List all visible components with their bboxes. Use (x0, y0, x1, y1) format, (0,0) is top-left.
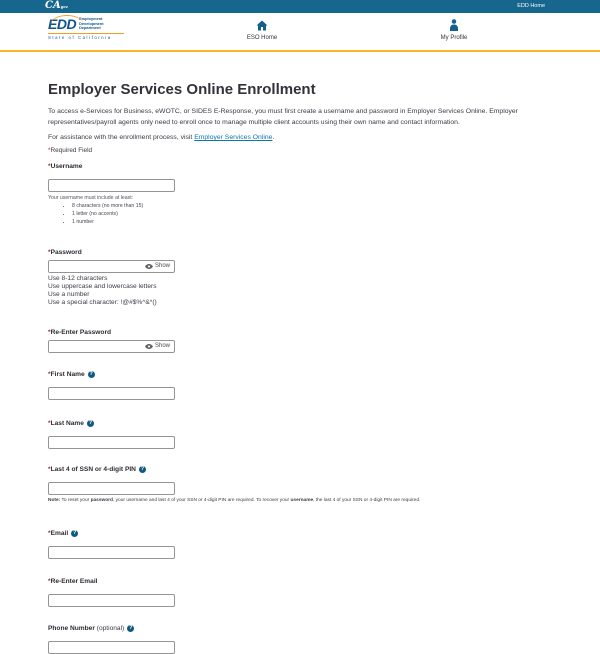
required-asterisk: * (48, 147, 51, 154)
username-field-group (48, 162, 552, 226)
ca-gov-logo[interactable]: CAgov (45, 0, 68, 11)
required-asterisk: * (48, 529, 51, 537)
top-utility-bar (0, 0, 600, 13)
password-show-button[interactable]: Show (143, 263, 174, 269)
home-icon (230, 19, 294, 31)
reenter-email-input[interactable] (48, 594, 175, 607)
help-icon[interactable]: ? (88, 419, 93, 426)
optional-tag: (optional) (96, 624, 125, 632)
required-asterisk: * (48, 248, 51, 256)
reenter-email-label: *Re-Enter Email (48, 577, 98, 585)
nav-eso-home-label: ESO Home (246, 35, 278, 41)
list-item: • 8 characters (no more than 15) (72, 204, 552, 210)
edd-logo-state-line: State of California (48, 33, 124, 41)
help-icon[interactable]: ? (89, 370, 93, 377)
eye-icon (145, 264, 153, 269)
edd-logo-acronym: EDD (48, 16, 77, 32)
employer-services-online-link[interactable]: Employer Services Online (194, 134, 273, 141)
main-content (0, 81, 600, 654)
nav-my-profile[interactable] (422, 19, 486, 41)
page-title: Employer Services Online Enrollment (48, 81, 316, 98)
required-field-note: *Required Field (48, 147, 93, 154)
password-input[interactable] (49, 261, 143, 272)
person-icon (422, 19, 486, 31)
last-name-field-group (48, 419, 552, 449)
edd-home-link[interactable]: EDD Home (517, 3, 545, 9)
email-input[interactable] (48, 546, 175, 559)
first-name-label: *First Name ? (48, 370, 93, 378)
enrollment-form (48, 162, 552, 654)
phone-field-group (48, 624, 552, 654)
ssn-pin-field-group (48, 465, 552, 504)
username-hint-title: Your username must include at least: (48, 195, 134, 201)
reenter-email-field-group (48, 577, 552, 607)
password-field-group (48, 248, 552, 307)
required-asterisk: * (48, 163, 51, 170)
email-label: *Email ? (48, 529, 77, 537)
reenter-password-input-wrapper (48, 340, 175, 353)
nav-eso-home[interactable] (230, 19, 294, 41)
required-asterisk: * (48, 370, 51, 378)
list-item: • 1 number (72, 220, 552, 226)
email-field-group (48, 529, 552, 559)
site-header (0, 13, 600, 52)
username-requirements-list (72, 204, 552, 226)
reenter-password-field-group (48, 328, 552, 353)
username-label: *Username (48, 163, 83, 170)
nav-my-profile-label: My Profile (440, 35, 468, 41)
intro-paragraph: To access e-Services for Business, eWOTC, or SIDES E-Response, you must first create a username and password in Employer Services Online. Employer representatives/payroll agents only need to enroll once to manage multiple client accounts using their own name and contact information. (48, 108, 518, 126)
username-input[interactable] (48, 179, 175, 192)
last-name-label: *Last Name ? (48, 419, 93, 427)
edd-logo-text: Employment Development Department (79, 16, 104, 31)
list-item: • 1 letter (no accents) (72, 212, 552, 218)
required-asterisk: * (48, 419, 51, 427)
assistance-line: For assistance with the enrollment process, visit Employer Services Online. (48, 134, 275, 141)
required-asterisk: * (48, 465, 51, 473)
first-name-input[interactable] (48, 387, 175, 400)
help-icon[interactable]: ? (140, 465, 145, 472)
ssn-pin-label: *Last 4 of SSN or 4-digit PIN ? (48, 465, 145, 473)
required-asterisk: * (48, 328, 51, 336)
help-icon[interactable]: ? (72, 529, 77, 536)
phone-label: Phone Number (optional) ? (48, 624, 133, 632)
reenter-password-input[interactable] (49, 341, 143, 352)
help-icon[interactable]: ? (129, 624, 133, 631)
ssn-pin-input[interactable] (48, 482, 175, 495)
first-name-field-group (48, 370, 552, 400)
reenter-password-label: *Re-Enter Password (48, 328, 112, 336)
last-name-input[interactable] (48, 436, 175, 449)
phone-input[interactable] (48, 641, 175, 654)
eye-icon (145, 344, 153, 349)
required-asterisk: * (48, 577, 51, 585)
password-requirements: Use 8-12 characters Use uppercase and lowercase letters Use a number Use a special character: !@#$%^&*() (48, 274, 157, 306)
edd-logo[interactable] (48, 17, 124, 40)
reenter-password-show-button[interactable]: Show (143, 343, 174, 349)
password-input-wrapper (48, 260, 175, 273)
ssn-pin-note: Note: To reset your password, your username and last 4 of your SSN or 4-digit PIN are required. To recover your username, the last 4 of your SSN or 4-digit PIN are required. (48, 497, 421, 503)
password-label: *Password (48, 248, 82, 256)
